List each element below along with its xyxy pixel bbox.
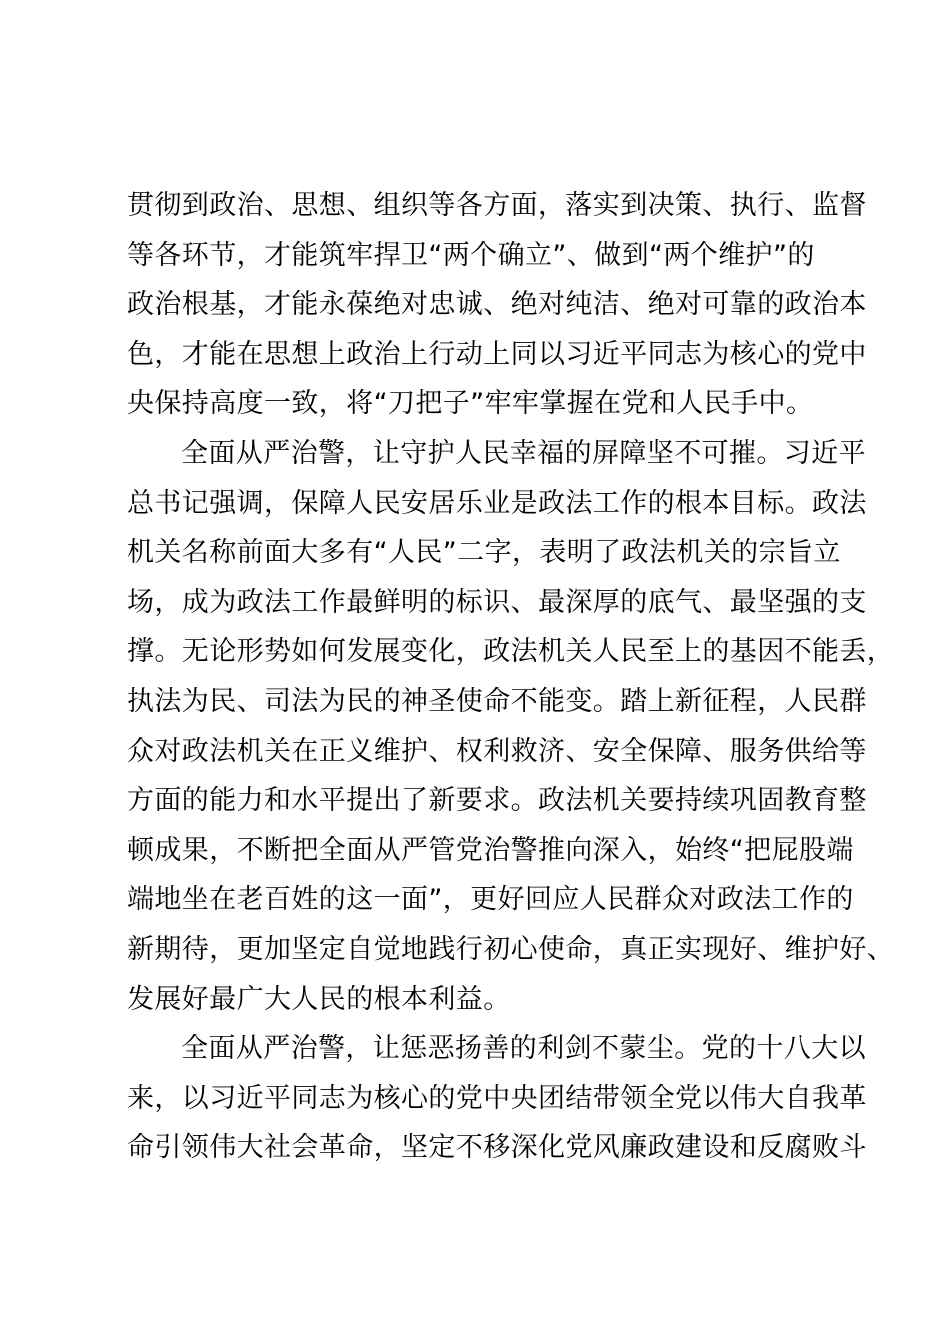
- paragraph-1: [127, 181, 867, 429]
- text-line: 全面从严治警，让守护人民幸福的屏障坚不可摧。习近平: [181, 437, 866, 469]
- text-line: 命引领伟大社会革命，坚定不移深化党风廉政建设和反腐败斗: [127, 1132, 867, 1164]
- text-line: 贯彻到政治、思想、组织等各方面，落实到决策、执行、监督: [127, 190, 867, 221]
- text-line: 来，以习近平同志为核心的党中央团结带领全党以伟大自我革: [127, 1082, 867, 1114]
- text-line: 色，才能在思想上政治上行动上同以习近平同志为核心的党中: [127, 338, 867, 370]
- text-line: 发展好最广大人民的根本利益。: [127, 983, 511, 1015]
- document-body: [127, 181, 895, 1173]
- text-line: 众对政法机关在正义维护、权利救济、安全保障、服务供给等: [127, 735, 867, 767]
- text-line: 执法为民、司法为民的神圣使命不能变。踏上新征程，人民群: [127, 685, 867, 717]
- paragraph-3: [127, 1024, 867, 1173]
- text-line: 政治根基，才能永葆绝对忠诚、绝对纯洁、绝对可靠的政治本: [127, 289, 867, 321]
- text-line: 央保持高度一致，将“刀把子”牢牢掌握在党和人民手中。: [127, 388, 814, 420]
- text-line: 新期待，更加坚定自觉地践行初心使命，真正实现好、维护好、: [127, 933, 895, 965]
- text-line: 撑。无论形势如何发展变化，政法机关人民至上的基因不能丢，: [127, 636, 895, 668]
- text-line: 场，成为政法工作最鲜明的标识、最深厚的底气、最坚强的支: [127, 586, 867, 618]
- text-line: 端地坐在老百姓的这一面”，更好回应人民群众对政法工作的: [127, 884, 854, 916]
- text-line: 机关名称前面大多有“人民”二字，表明了政法机关的宗旨立: [127, 537, 841, 569]
- text-line: 总书记强调，保障人民安居乐业是政法工作的根本目标。政法: [127, 487, 867, 519]
- text-line: 等各环节，才能筑牢捍卫“两个确立”、做到“两个维护”的: [127, 239, 815, 271]
- paragraph-2: [127, 429, 895, 1024]
- text-line: 全面从严治警，让惩恶扬善的利剑不蒙尘。党的十八大以: [181, 1033, 866, 1065]
- text-line: 顿成果，不断把全面从严管党治警推向深入，始终“把屁股端: [127, 834, 854, 866]
- text-line: 方面的能力和水平提出了新要求。政法机关要持续巩固教育整: [127, 785, 867, 817]
